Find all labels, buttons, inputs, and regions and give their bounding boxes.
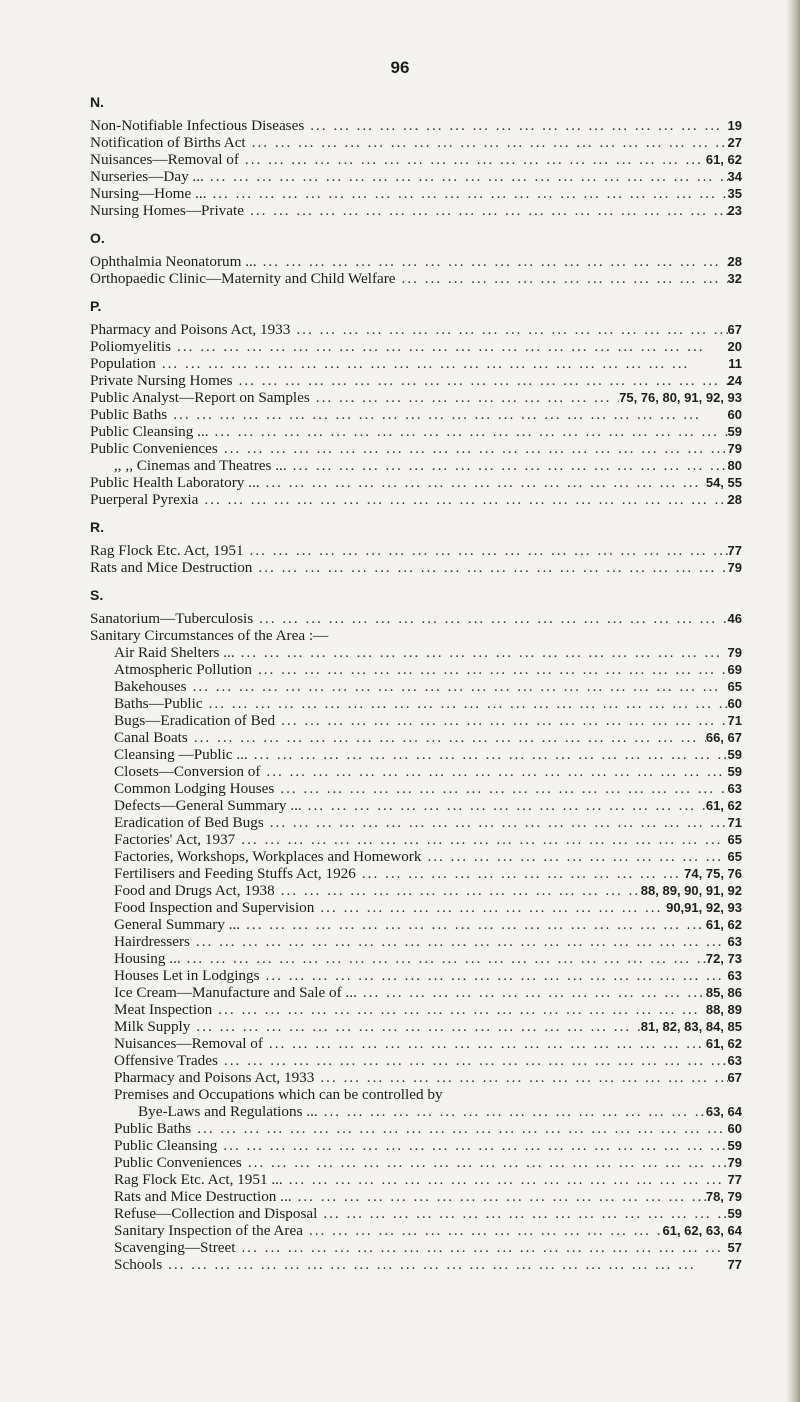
entry-pages: 65: [727, 832, 742, 847]
leader-dots: [275, 712, 727, 729]
entry-label: Premises and Occupations which can be controlled by: [114, 1086, 443, 1103]
entry-pages: 61, 62: [705, 152, 742, 167]
index-entry: [90, 1154, 742, 1171]
entry-pages: 77: [727, 543, 742, 558]
entry-pages: 20: [727, 339, 742, 354]
index-entry: [90, 1256, 742, 1273]
entry-pages: 79: [727, 645, 742, 660]
entry-label: Refuse—Collection and Disposal: [114, 1205, 318, 1222]
index-entry: [90, 644, 742, 661]
entry-pages: 27: [727, 135, 742, 150]
leader-dots: [253, 610, 727, 627]
index-entry: [90, 882, 742, 899]
entry-label: General Summary ...: [114, 916, 241, 933]
entry-pages: 79: [727, 1155, 742, 1170]
leader-dots: [190, 1018, 640, 1035]
entry-pages: 60: [727, 407, 742, 422]
index-entry: [90, 865, 742, 882]
entry-label: Houses Let in Lodgings: [114, 967, 260, 984]
entry-label: Public Baths: [114, 1120, 192, 1137]
index-entry: [90, 780, 742, 797]
entry-label: Factories, Workshops, Workplaces and Homework: [114, 848, 422, 865]
index-entry: [90, 1222, 742, 1239]
entry-label: Pharmacy and Poisons Act, 1933: [114, 1069, 315, 1086]
leader-dots: [260, 967, 728, 984]
entry-label: Public Cleansing ...: [90, 423, 209, 440]
entry-pages: 59: [727, 424, 742, 439]
index-entry: [90, 814, 742, 831]
index-entry: [90, 185, 742, 202]
index-entry: [90, 355, 742, 372]
index-entry: [90, 338, 742, 355]
entry-label: Bakehouses: [114, 678, 187, 695]
index-entry: [90, 610, 742, 627]
index-entry: [90, 678, 742, 695]
entry-pages: 71: [727, 815, 742, 830]
entry-pages: 34: [727, 169, 742, 184]
leader-dots: [396, 270, 728, 287]
entry-pages: 23: [727, 203, 742, 218]
entry-pages: 24: [727, 373, 742, 388]
entry-pages: 77: [727, 1172, 742, 1187]
index-entry: [90, 984, 742, 1001]
index-entry: [90, 1171, 742, 1188]
leader-dots: [212, 1001, 706, 1018]
entry-label: Rag Flock Etc. Act, 1951 ...: [114, 1171, 283, 1188]
entry-pages: 71: [727, 713, 742, 728]
entry-label: Public Health Laboratory ...: [90, 474, 260, 491]
section-p: [90, 296, 742, 508]
entry-pages: 63, 64: [705, 1104, 742, 1119]
entry-pages: 59: [727, 1206, 742, 1221]
index-entry: [90, 763, 742, 780]
leader-dots: [188, 729, 706, 746]
entry-pages: 59: [727, 1138, 742, 1153]
index-entry: [90, 202, 742, 219]
entry-label: Public Conveniences: [90, 440, 218, 457]
section-n: [90, 92, 742, 219]
index-entry: [90, 406, 742, 423]
entry-pages: 78, 79: [705, 1189, 742, 1204]
leader-dots: [235, 644, 728, 661]
leader-dots: [257, 253, 728, 270]
section-letter: N.: [90, 94, 104, 110]
entry-pages: 35: [727, 186, 742, 201]
entry-pages: 72, 73: [705, 951, 742, 966]
entry-pages: 28: [727, 254, 742, 269]
index-entry: [90, 117, 742, 134]
entry-pages: 74, 75, 76: [684, 866, 742, 881]
entry-pages: 61, 62: [705, 798, 742, 813]
index-entry: [90, 1103, 742, 1120]
leader-dots: [260, 763, 727, 780]
entry-label: Sanatorium—Tuberculosis: [90, 610, 254, 627]
index-content: [90, 92, 742, 1282]
index-entry: [90, 423, 742, 440]
index-entry: [90, 457, 742, 474]
entry-label: Rag Flock Etc. Act, 1951: [90, 542, 244, 559]
entry-label: Atmospheric Pollution: [114, 661, 252, 678]
entry-pages: 63: [727, 934, 742, 949]
entry-pages: 60: [727, 696, 742, 711]
entry-pages: 11: [728, 356, 742, 371]
index-entry: [90, 253, 742, 270]
index-entry: [90, 559, 742, 576]
leader-dots: [283, 1171, 728, 1188]
leader-dots: [203, 695, 728, 712]
index-entry: [90, 712, 742, 729]
index-entry: [90, 1086, 742, 1103]
index-entry: [90, 661, 742, 678]
entry-pages: 61, 62: [705, 1036, 742, 1051]
leader-dots: [209, 423, 728, 440]
entry-label: Public Baths: [90, 406, 168, 423]
entry-label: Pharmacy and Poisons Act, 1933: [90, 321, 291, 338]
entry-pages: 85, 86: [705, 985, 742, 1000]
leader-dots: [171, 338, 728, 355]
index-entry: [90, 899, 742, 916]
entry-label: Offensive Trades: [114, 1052, 218, 1069]
entry-label: Nuisances—Removal of: [114, 1035, 263, 1052]
entry-pages: 90,91, 92, 93: [666, 900, 742, 915]
leader-dots: [314, 899, 666, 916]
entry-pages: 75, 76, 80, 91, 92, 93: [619, 390, 742, 405]
index-entry: [90, 729, 742, 746]
leader-dots: [252, 661, 728, 678]
entry-pages: 66, 67: [705, 730, 742, 745]
leader-dots: [264, 814, 728, 831]
index-entry: [90, 134, 742, 151]
leader-dots: [314, 1069, 727, 1086]
index-entry: [90, 372, 742, 389]
section-r: [90, 517, 742, 576]
index-entry: [90, 1239, 742, 1256]
entry-pages: 67: [727, 1070, 742, 1085]
entry-label: Fertilisers and Feeding Stuffs Act, 1926: [114, 865, 356, 882]
index-entry: [90, 440, 742, 457]
leader-dots: [242, 1154, 728, 1171]
leader-dots: [274, 780, 727, 797]
entry-pages: 88, 89, 90, 91, 92: [640, 883, 742, 898]
entry-pages: 19: [727, 118, 742, 133]
leader-dots: [190, 933, 728, 950]
entry-label: Eradication of Bed Bugs: [114, 814, 264, 831]
entry-pages: 59: [727, 764, 742, 779]
leader-dots: [217, 1137, 727, 1154]
entry-pages: 88, 89: [705, 1002, 742, 1017]
entry-pages: 28: [727, 492, 742, 507]
entry-pages: 63: [727, 1053, 742, 1068]
entry-pages: 77: [727, 1257, 742, 1272]
leader-dots: [156, 355, 728, 372]
leader-dots: [356, 865, 684, 882]
section-letter: R.: [90, 519, 104, 535]
index-entry: [90, 1188, 742, 1205]
entry-label: Puerperal Pyrexia: [90, 491, 199, 508]
entry-label: Bye-Laws and Regulations ...: [138, 1103, 318, 1120]
entry-pages: 63: [727, 968, 742, 983]
leader-dots: [421, 848, 727, 865]
index-entry: [90, 270, 742, 287]
entry-pages: 81, 82, 83, 84, 85: [640, 1019, 742, 1034]
leader-dots: [246, 134, 728, 151]
entry-pages: 79: [727, 441, 742, 456]
entry-pages: 63: [727, 781, 742, 796]
index-entry: [90, 1052, 742, 1069]
entry-label: Defects—General Summary ...: [114, 797, 302, 814]
index-entry: [90, 1137, 742, 1154]
entry-label: Public Conveniences: [114, 1154, 242, 1171]
section-letter: S.: [90, 587, 104, 603]
entry-label: Cleansing —Public ...: [114, 746, 248, 763]
entry-pages: 67: [727, 322, 742, 337]
entry-label: Nursing—Home ...: [90, 185, 207, 202]
leader-dots: [303, 1222, 663, 1239]
leader-dots: [167, 406, 727, 423]
leader-dots: [260, 474, 706, 491]
page-edge-shadow: [786, 0, 800, 1402]
leader-dots: [302, 797, 706, 814]
entry-pages: 54, 55: [705, 475, 742, 490]
leader-dots: [244, 202, 728, 219]
index-entry: [90, 151, 742, 168]
entry-label: Air Raid Shelters ...: [114, 644, 235, 661]
entry-label: Closets—Conversion of: [114, 763, 261, 780]
leader-dots: [317, 1205, 727, 1222]
index-entry: [90, 389, 742, 406]
index-entry: [90, 321, 742, 338]
entry-pages: 65: [727, 679, 742, 694]
entry-pages: 79: [727, 560, 742, 575]
entry-label: Ophthalmia Neonatorum ...: [90, 253, 257, 270]
leader-dots: [235, 1239, 727, 1256]
entry-label: Factories' Act, 1937: [114, 831, 236, 848]
entry-pages: 60: [727, 1121, 742, 1136]
index-entry: [90, 916, 742, 933]
entry-label: Nurseries—Day ...: [90, 168, 204, 185]
leader-dots: [248, 746, 728, 763]
index-entry: [90, 491, 742, 508]
index-entry: [90, 1035, 742, 1052]
leader-dots: [206, 185, 727, 202]
entry-pages: 32: [727, 271, 742, 286]
section-letter: P.: [90, 298, 102, 314]
leader-dots: [204, 168, 728, 185]
index-entry: [90, 831, 742, 848]
entry-label: Sanitary Circumstances of the Area :—: [90, 627, 329, 644]
index-entry: [90, 695, 742, 712]
entry-label: Meat Inspection: [114, 1001, 213, 1018]
leader-dots: [233, 372, 728, 389]
entry-label: Baths—Public: [114, 695, 203, 712]
entry-label: Public Analyst—Report on Samples: [90, 389, 310, 406]
leader-dots: [198, 491, 727, 508]
entry-pages: 65: [727, 849, 742, 864]
leader-dots: [357, 984, 706, 1001]
entry-label: Milk Supply: [114, 1018, 191, 1035]
index-entry: [90, 627, 742, 644]
index-entry: [90, 1205, 742, 1222]
index-entry: [90, 933, 742, 950]
index-entry: [90, 1001, 742, 1018]
entry-label: Non-Notifiable Infectious Diseases: [90, 117, 305, 134]
entry-label: Notification of Births Act: [90, 134, 246, 151]
index-entry: [90, 1120, 742, 1137]
index-entry: [90, 474, 742, 491]
index-entry: [90, 797, 742, 814]
index-entry: [90, 950, 742, 967]
entry-label: Schools: [114, 1256, 163, 1273]
leader-dots: [218, 440, 728, 457]
section-s: [90, 585, 742, 1273]
leader-dots: [191, 1120, 727, 1137]
index-entry: [90, 168, 742, 185]
leader-dots: [310, 389, 619, 406]
index-entry: [90, 542, 742, 559]
entry-label: Private Nursing Homes: [90, 372, 233, 389]
leader-dots: [318, 1103, 706, 1120]
leader-dots: [252, 559, 727, 576]
entry-label: Common Lodging Houses: [114, 780, 275, 797]
leader-dots: [218, 1052, 728, 1069]
leader-dots: [304, 117, 727, 134]
index-entry: [90, 1018, 742, 1035]
entry-label: Poliomyelitis: [90, 338, 172, 355]
leader-dots: [235, 831, 727, 848]
entry-pages: 80: [727, 458, 742, 473]
entry-label: Canal Boats: [114, 729, 188, 746]
entry-pages: 59: [727, 747, 742, 762]
section-o: [90, 228, 742, 287]
entry-label: Food and Drugs Act, 1938: [114, 882, 275, 899]
entry-label: Food Inspection and Supervision: [114, 899, 315, 916]
entry-pages: 57: [727, 1240, 742, 1255]
entry-label: Orthopaedic Clinic—Maternity and Child Welfare: [90, 270, 396, 287]
leader-dots: [290, 321, 727, 338]
entry-pages: 46: [727, 611, 742, 626]
leader-dots: [240, 916, 706, 933]
leader-dots: [187, 678, 728, 695]
section-letter: O.: [90, 230, 105, 246]
entry-label: Rats and Mice Destruction: [90, 559, 253, 576]
entry-pages: 61, 62, 63, 64: [662, 1223, 742, 1238]
entry-label: Population: [90, 355, 156, 372]
index-entry: [90, 746, 742, 763]
leader-dots: [181, 950, 706, 967]
entry-label: Public Cleansing: [114, 1137, 218, 1154]
leader-dots: [239, 151, 706, 168]
entry-label: ,, ,, Cinemas and Theatres ...: [114, 457, 287, 474]
leader-dots: [292, 1188, 706, 1205]
entry-label: Sanitary Inspection of the Area: [114, 1222, 303, 1239]
index-entry: [90, 1069, 742, 1086]
entry-pages: 69: [727, 662, 742, 677]
entry-label: Housing ...: [114, 950, 181, 967]
entry-label: Nuisances—Removal of: [90, 151, 239, 168]
index-entry: [90, 848, 742, 865]
leader-dots: [275, 882, 641, 899]
entry-label: Scavenging—Street: [114, 1239, 236, 1256]
entry-label: Nursing Homes—Private: [90, 202, 244, 219]
entry-label: Ice Cream—Manufacture and Sale of ...: [114, 984, 357, 1001]
entry-pages: 61, 62: [705, 917, 742, 932]
entry-label: Bugs—Eradication of Bed: [114, 712, 276, 729]
leader-dots: [263, 1035, 706, 1052]
leader-dots: [162, 1256, 727, 1273]
entry-label: Hairdressers: [114, 933, 190, 950]
leader-dots: [244, 542, 728, 559]
entry-label: Rats and Mice Destruction ...: [114, 1188, 292, 1205]
leader-dots: [287, 457, 728, 474]
index-entry: [90, 967, 742, 984]
page-number: 96: [390, 58, 410, 77]
